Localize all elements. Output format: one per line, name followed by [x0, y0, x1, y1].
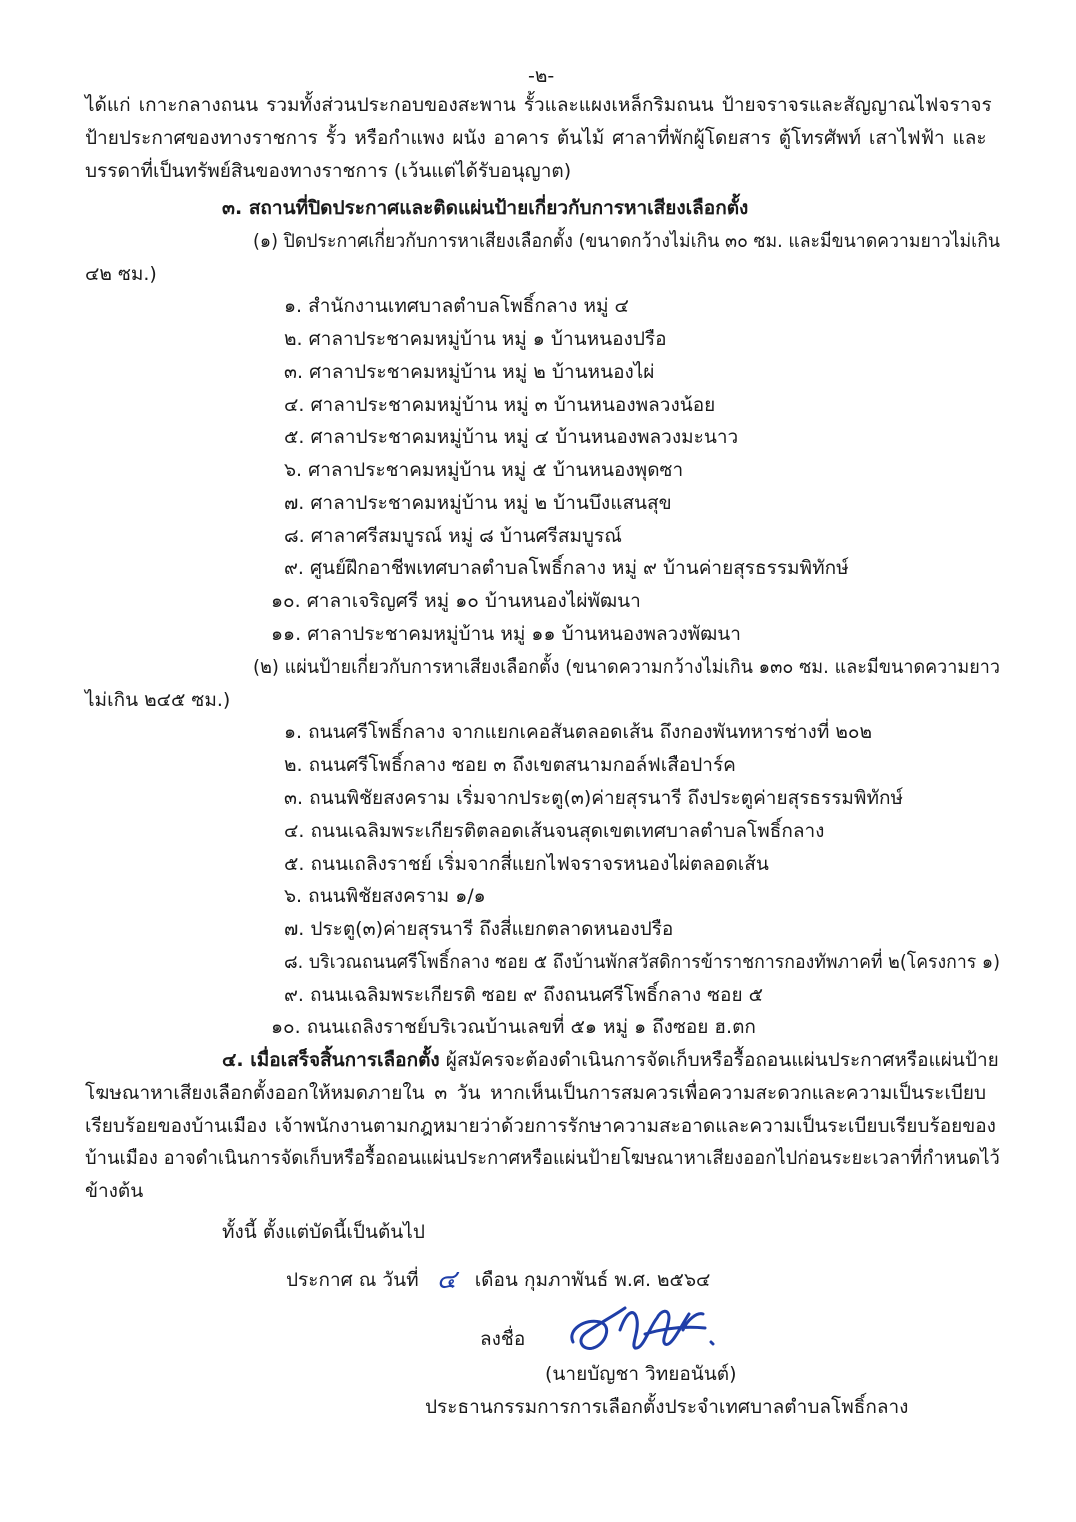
- list-item: ๑. สำนักงานเทศบาลตำบลโพธิ์กลาง หมู่ ๔: [284, 295, 629, 317]
- list-item: ๑. ถนนศรีโพธิ์กลาง จากแยกเคอสันตลอดเส้น ถึงกองพันทหารช่างที่ ๒๐๒: [284, 721, 873, 743]
- list-item: ๗. ประตู(๓)ค่ายสุรนารี ถึงสี่แยกตลาดหนองปรือ: [284, 918, 674, 940]
- list-item: ๘. บริเวณถนนศรีโพธิ์กลาง ซอย ๕ ถึงบ้านพักสวัสดิการข้าราชการกองทัพภาคที่ ๒(โครงการ ๑): [284, 951, 1001, 973]
- sign-label: ลงชื่อ: [480, 1328, 526, 1350]
- list-item: ๒. ศาลาประชาคมหมู่บ้าน หมู่ ๑ บ้านหนองปรือ: [284, 328, 667, 350]
- announce-suffix: เดือน กุมภาพันธ์ พ.ศ. ๒๕๖๔: [474, 1269, 711, 1291]
- list-item: ๕. ถนนเถลิงราชย์ เริ่มจากสี่แยกไฟจราจรหนองไผ่ตลอดเส้น: [284, 853, 769, 875]
- list-item: ๑๑. ศาลาประชาคมหมู่บ้าน หมู่ ๑๑ บ้านหนองพลวงพัฒนา: [271, 623, 741, 645]
- signature: [565, 1290, 735, 1365]
- list-item: ๘. ศาลาศรีสมบูรณ์ หมู่ ๘ บ้านศรีสมบูรณ์: [284, 525, 622, 547]
- list-item: ๑๐. ศาลาเจริญศรี หมู่ ๑๐ บ้านหนองไผ่พัฒนา: [271, 590, 641, 612]
- intro-line-3: บรรดาที่เป็นทรัพย์สินของทางราชการ (เว้นแต่ได้รับอนุญาต): [85, 160, 572, 182]
- intro-line-2: ป้ายประกาศของทางราชการ รั้ว หรือกำแพง ผนัง อาคาร ต้นไม้ ศาลาที่พักผู้โดยสาร ตู้โทรศัพท์ เสาไฟฟ้า และ: [85, 127, 987, 149]
- section-4-line-3: เรียบร้อยของบ้านเมือง เจ้าพนักงานตามกฎหมายว่าด้วยการรักษาความสะอาดและความเป็นระเบียบเรียบร้อยของ: [85, 1115, 996, 1137]
- effective-statement: ทั้งนี้ ตั้งแต่บัดนี้เป็นต้นไป: [222, 1221, 425, 1243]
- section-3-heading: ๓. สถานที่ปิดประกาศและติดแผ่นป้ายเกี่ยวกับการหาเสียงเลือกตั้ง: [222, 197, 749, 219]
- list-item: ๙. ศูนย์ฝึกอาชีพเทศบาลตำบลโพธิ์กลาง หมู่ ๙ บ้านค่ายสุรธรรมพิทักษ์: [284, 557, 849, 579]
- section-3-part-2-intro-cont: ไม่เกิน ๒๔๕ ซม.): [85, 689, 231, 711]
- list-item: ๙. ถนนเฉลิมพระเกียรติ ซอย ๙ ถึงถนนศรีโพธิ์กลาง ซอย ๕: [284, 984, 764, 1006]
- list-item: ๓. ศาลาประชาคมหมู่บ้าน หมู่ ๒ บ้านหนองไผ่: [284, 361, 655, 383]
- section-4-line-1-text: ผู้สมัครจะต้องดำเนินการจัดเก็บหรือรื้อถอนแผ่นประกาศหรือแผ่นป้าย: [439, 1049, 999, 1071]
- announce-prefix: ประกาศ ณ วันที่: [286, 1269, 419, 1291]
- section-4-line-1: [222, 1044, 999, 1076]
- list-item: ๒. ถนนศรีโพธิ์กลาง ซอย ๓ ถึงเขตสนามกอล์ฟเสือปาร์ค: [284, 754, 736, 776]
- signer-title: ประธานกรรมการการเลือกตั้งประจำเทศบาลตำบลโพธิ์กลาง: [425, 1396, 909, 1418]
- list-item: ๗. ศาลาประชาคมหมู่บ้าน หมู่ ๒ บ้านบึงแสนสุข: [284, 492, 672, 514]
- section-3-part-2-intro: (๒) แผ่นป้ายเกี่ยวกับการหาเสียงเลือกตั้ง (ขนาดความกว้างไม่เกิน ๑๓๐ ซม. และมีขนาดความยาว: [253, 656, 1000, 678]
- list-item: ๕. ศาลาประชาคมหมู่บ้าน หมู่ ๔ บ้านหนองพลวงมะนาว: [284, 426, 739, 448]
- section-3-part-1-intro: (๑) ปิดประกาศเกี่ยวกับการหาเสียงเลือกตั้ง (ขนาดกว้างไม่เกิน ๓๐ ซม. และมีขนาดความยาวไม่เกิน: [253, 230, 1000, 252]
- intro-line-1: ได้แก่ เกาะกลางถนน รวมทั้งส่วนประกอบของสะพาน รั้วและแผงเหล็กริมถนน ป้ายจราจรและสัญญาณไฟจราจร: [85, 94, 992, 116]
- list-item: ๖. ศาลาประชาคมหมู่บ้าน หมู่ ๕ บ้านหนองพุดซา: [284, 459, 684, 481]
- signer-name: (นายบัญชา วิทยอนันต์): [545, 1363, 737, 1385]
- section-3-part-1-intro-cont: ๔๒ ซม.): [85, 263, 157, 285]
- section-4-heading: ๔. เมื่อเสร็จสิ้นการเลือกตั้ง: [222, 1049, 440, 1071]
- list-item: ๔. ถนนเฉลิมพระเกียรติตลอดเส้นจนสุดเขตเทศบาลตำบลโพธิ์กลาง: [284, 820, 825, 842]
- section-4-line-5: ข้างต้น: [85, 1180, 144, 1202]
- section-4-line-2: โฆษณาหาเสียงเลือกตั้งออกให้หมดภายใน ๓ วัน หากเห็นเป็นการสมควรเพื่อความสะดวกและความเป็นระเบียบ: [85, 1082, 987, 1104]
- page-number: -๒-: [528, 65, 555, 87]
- list-item: ๑๐. ถนนเถลิงราชย์บริเวณบ้านเลขที่ ๕๑ หมู่ ๑ ถึงซอย ฮ.ตก: [271, 1016, 756, 1038]
- list-item: ๖. ถนนพิชัยสงคราม ๑/๑: [284, 885, 486, 907]
- handwritten-day: ๔: [436, 1265, 457, 1295]
- list-item: ๓. ถนนพิชัยสงคราม เริ่มจากประตู(๓)ค่ายสุรนารี ถึงประตูค่ายสุรธรรมพิทักษ์: [284, 787, 904, 809]
- list-item: ๔. ศาลาประชาคมหมู่บ้าน หมู่ ๓ บ้านหนองพลวงน้อย: [284, 394, 716, 416]
- section-4-line-4: บ้านเมือง อาจดำเนินการจัดเก็บหรือรื้อถอนแผ่นประกาศหรือแผ่นป้ายโฆษณาหาเสียงออกไปก่อนระยะเวลาที่กำหนดไว้: [85, 1147, 1000, 1169]
